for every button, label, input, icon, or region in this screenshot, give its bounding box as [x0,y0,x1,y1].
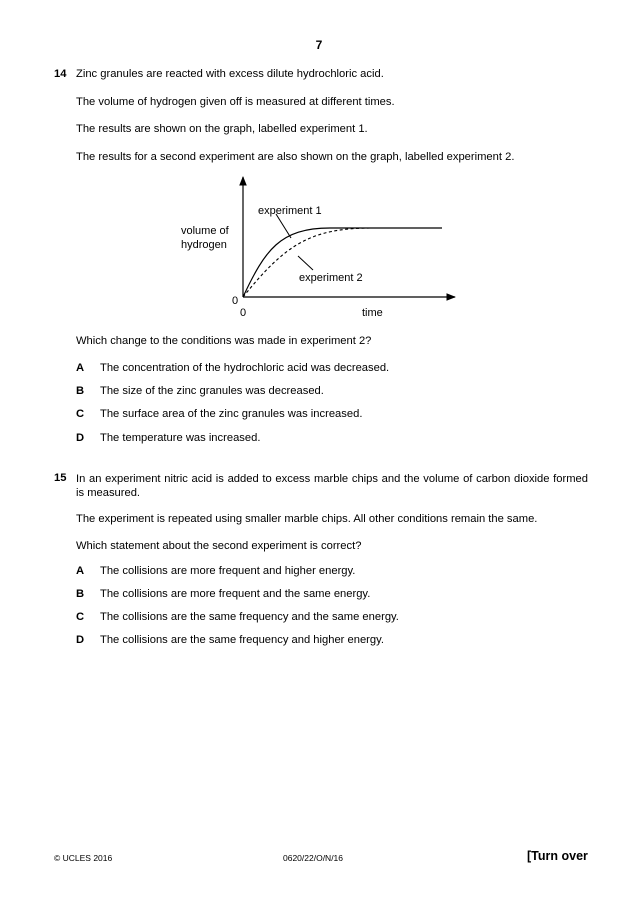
q14-option-b-text: The size of the zinc granules was decreased. [100,385,324,397]
x-origin-label: 0 [240,307,247,319]
q15-line-2: The experiment is repeated using smaller marble chips. All other conditions remain the same. [76,513,538,525]
footer-paper-code: 0620/22/O/N/16 [283,853,344,863]
label-experiment-2: experiment 2 [299,272,363,284]
experiment-1-leader [276,214,291,238]
q15-option-b-text: The collisions are more frequent and the same energy. [100,588,371,600]
q15-option-a-text: The collisions are more frequent and higher energy. [100,565,356,577]
turn-over-label: [Turn over [527,849,588,863]
q14-option-a-text: The concentration of the hydrochloric acid was decreased. [100,362,390,374]
q15-option-d-letter: D [76,634,85,646]
q15-option-a-letter: A [76,565,85,577]
question-15-number: 15 [54,472,67,484]
q15-option-c-letter: C [76,611,85,623]
y-origin-label: 0 [232,295,239,307]
experiment-2-leader [298,256,313,270]
q14-option-c-text: The surface area of the zinc granules was increased. [100,408,363,420]
experiment-1-curve [243,228,442,297]
q15-option-c-text: The collisions are the same frequency and the same energy. [100,611,399,623]
q15-option-b-letter: B [76,588,85,600]
q15-option-d-text: The collisions are the same frequency and higher energy. [100,634,384,646]
x-axis-label: time [362,307,383,319]
label-experiment-1: experiment 1 [258,205,322,217]
page-number: 7 [315,38,323,52]
q14-line-3: The results are shown on the graph, labelled experiment 1. [76,123,368,135]
q14-line-4: The results for a second experiment are also shown on the graph, labelled experiment 2. [76,151,515,163]
q15-question: Which statement about the second experiment is correct? [76,540,362,552]
q14-option-d-letter: D [76,432,85,444]
question-14-number: 14 [54,68,67,80]
y-axis-label-line-1: volume of [181,225,229,237]
q14-line-1: Zinc granules are reacted with excess dilute hydrochloric acid. [76,68,384,80]
y-axis-label-line-2: hydrogen [181,239,227,251]
q14-option-a-letter: A [76,362,85,374]
q14-option-d-text: The temperature was increased. [100,432,261,444]
q14-line-2: The volume of hydrogen given off is measured at different times. [76,96,395,108]
experiment-2-curve [243,228,372,297]
q14-option-c-letter: C [76,408,85,420]
q15-intro: In an experiment nitric acid is added to excess marble chips and the volume of carbon dioxide formed is measured. [76,473,588,499]
q14-question: Which change to the conditions was made in experiment 2? [76,335,372,347]
footer-copyright: © UCLES 2016 [54,853,113,863]
q14-option-b-letter: B [76,385,85,397]
